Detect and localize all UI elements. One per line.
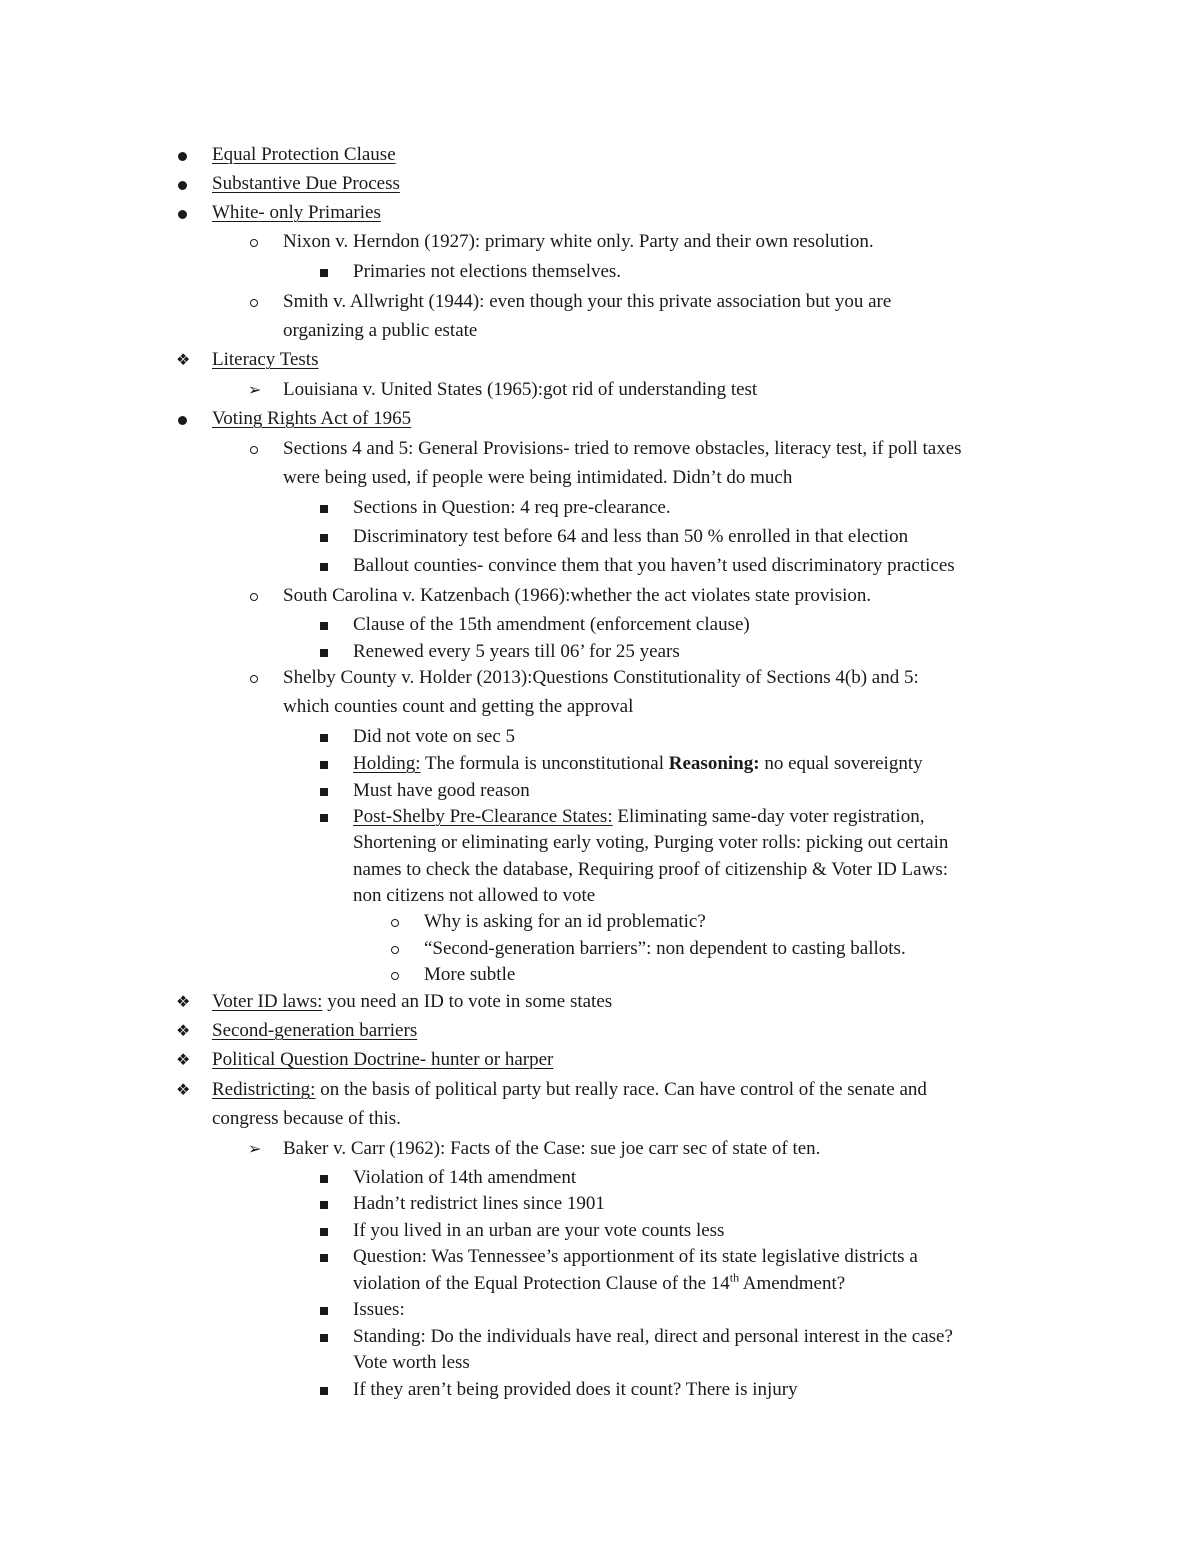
list-text-rich	[212, 990, 612, 1014]
bullet-square-icon	[320, 734, 328, 742]
bullet-square-icon	[320, 814, 328, 822]
list-text-rich	[212, 1078, 927, 1102]
bullet-circle-icon	[250, 675, 258, 683]
list-text: organizing a public estate	[283, 320, 478, 341]
list-text: If you lived in an urban are your vote counts less	[353, 1220, 725, 1241]
topic-heading: Redistricting:	[212, 1079, 316, 1100]
list-text: Must have good reason	[353, 780, 530, 801]
topic-heading: Voter ID laws:	[212, 991, 323, 1012]
post-shelby-text: Eliminating same-day voter registration,	[612, 806, 925, 827]
superscript-th: th	[729, 1270, 740, 1285]
bullet-dot-icon	[178, 181, 187, 190]
bullet-circle-icon	[391, 919, 399, 927]
bullet-square-icon	[320, 1334, 328, 1342]
topic-heading: White- only Primaries	[212, 202, 381, 223]
bullet-arrow-icon: ➢	[248, 1139, 262, 1158]
bullet-circle-icon	[250, 446, 258, 454]
bullet-square-icon	[320, 1228, 328, 1236]
bullet-dot-icon	[178, 152, 187, 161]
post-shelby-label: Post-Shelby Pre-Clearance States:	[353, 806, 613, 827]
holding-text: The formula is unconstitutional	[420, 753, 669, 774]
bullet-square-icon	[320, 563, 328, 571]
topic-heading: Substantive Due Process	[212, 173, 400, 194]
list-text: congress because of this.	[212, 1108, 401, 1129]
list-text: Sections 4 and 5: General Provisions- tried to remove obstacles, literacy test, if poll taxes	[283, 438, 962, 459]
list-text: Clause of the 15th amendment (enforcement clause)	[353, 614, 750, 635]
bullet-square-icon	[320, 1387, 328, 1395]
list-text: Sections in Question: 4 req pre-clearance.	[353, 497, 671, 518]
bullet-square-icon	[320, 1254, 328, 1262]
reasoning-text: no equal sovereignty	[759, 753, 923, 774]
list-text: Primaries not elections themselves.	[353, 261, 622, 282]
list-text: Vote worth less	[353, 1352, 470, 1373]
list-text: Louisiana v. United States (1965):got rid of understanding test	[283, 379, 758, 400]
reasoning-label: Reasoning:	[668, 753, 760, 774]
topic-heading: Political Question Doctrine- hunter or harper	[212, 1049, 554, 1070]
bullet-square-icon	[320, 649, 328, 657]
bullet-diamond-icon: ❖	[176, 1080, 191, 1099]
bullet-square-icon	[320, 788, 328, 796]
bullet-circle-icon	[250, 299, 258, 307]
list-text: Ballout counties- convince them that you haven’t used discriminatory practices	[353, 555, 955, 576]
bullet-circle-icon	[250, 593, 258, 601]
list-text: “Second-generation barriers”: non dependent to casting ballots.	[424, 938, 906, 959]
bullet-diamond-icon: ❖	[176, 992, 191, 1011]
list-text: Why is asking for an id problematic?	[424, 911, 706, 932]
bullet-diamond-icon: ❖	[176, 1050, 191, 1069]
bullet-circle-icon	[391, 946, 399, 954]
bullet-dot-icon	[178, 416, 187, 425]
list-text: Standing: Do the individuals have real, direct and personal interest in the case?	[353, 1326, 953, 1347]
list-text: Issues:	[353, 1299, 405, 1320]
list-text: Violation of 14th amendment	[353, 1167, 577, 1188]
bullet-square-icon	[320, 269, 328, 277]
topic-text: on the basis of political party but really race. Can have control of the senate and	[315, 1079, 927, 1100]
topic-text: you need an ID to vote in some states	[322, 991, 613, 1012]
bullet-arrow-icon: ➢	[248, 380, 262, 399]
list-text: Renewed every 5 years till 06’ for 25 years	[353, 641, 680, 662]
bullet-square-icon	[320, 505, 328, 513]
bullet-square-icon	[320, 1307, 328, 1315]
list-text: Shortening or eliminating early voting, Purging voter rolls: picking out certain	[353, 832, 949, 853]
topic-heading: Equal Protection Clause	[212, 144, 396, 165]
list-text: Did not vote on sec 5	[353, 726, 516, 747]
question-text: violation of the Equal Protection Clause of the 14	[353, 1273, 730, 1294]
bullet-square-icon	[320, 534, 328, 542]
list-text-rich	[353, 805, 924, 829]
topic-heading: Voting Rights Act of 1965	[212, 408, 412, 429]
list-text: South Carolina v. Katzenbach (1966):whether the act violates state provision.	[283, 585, 872, 606]
bullet-diamond-icon: ❖	[176, 350, 191, 369]
bullet-square-icon	[320, 1175, 328, 1183]
list-text: non citizens not allowed to vote	[353, 885, 596, 906]
list-text: More subtle	[424, 964, 516, 985]
list-text-rich	[353, 752, 923, 776]
list-text: Discriminatory test before 64 and less than 50 % enrolled in that election	[353, 526, 909, 547]
question-text-end: Amendment?	[739, 1273, 846, 1294]
topic-heading: Second-generation barriers	[212, 1020, 418, 1041]
list-text: Hadn’t redistrict lines since 1901	[353, 1193, 605, 1214]
list-text: Nixon v. Herndon (1927): primary white only. Party and their own resolution.	[283, 231, 874, 252]
bullet-dot-icon	[178, 210, 187, 219]
list-text-rich	[353, 1272, 845, 1296]
list-text: Shelby County v. Holder (2013):Questions Constitutionality of Sections 4(b) and 5:	[283, 667, 919, 688]
list-text: which counties count and getting the approval	[283, 696, 634, 717]
bullet-square-icon	[320, 622, 328, 630]
bullet-diamond-icon: ❖	[176, 1021, 191, 1040]
list-text: names to check the database, Requiring proof of citizenship & Voter ID Laws:	[353, 859, 948, 880]
list-text: Baker v. Carr (1962): Facts of the Case: sue joe carr sec of state of ten.	[283, 1138, 821, 1159]
list-text: were being used, if people were being intimidated. Didn’t do much	[283, 467, 793, 488]
list-text: Smith v. Allwright (1944): even though your this private association but you are	[283, 291, 892, 312]
list-text: If they aren’t being provided does it count? There is injury	[353, 1379, 798, 1400]
bullet-square-icon	[320, 1201, 328, 1209]
holding-label: Holding:	[353, 753, 421, 774]
topic-heading: Literacy Tests	[212, 349, 319, 370]
list-text: Question: Was Tennessee’s apportionment of its state legislative districts a	[353, 1246, 918, 1267]
bullet-square-icon	[320, 761, 328, 769]
bullet-circle-icon	[391, 972, 399, 980]
bullet-circle-icon	[250, 239, 258, 247]
